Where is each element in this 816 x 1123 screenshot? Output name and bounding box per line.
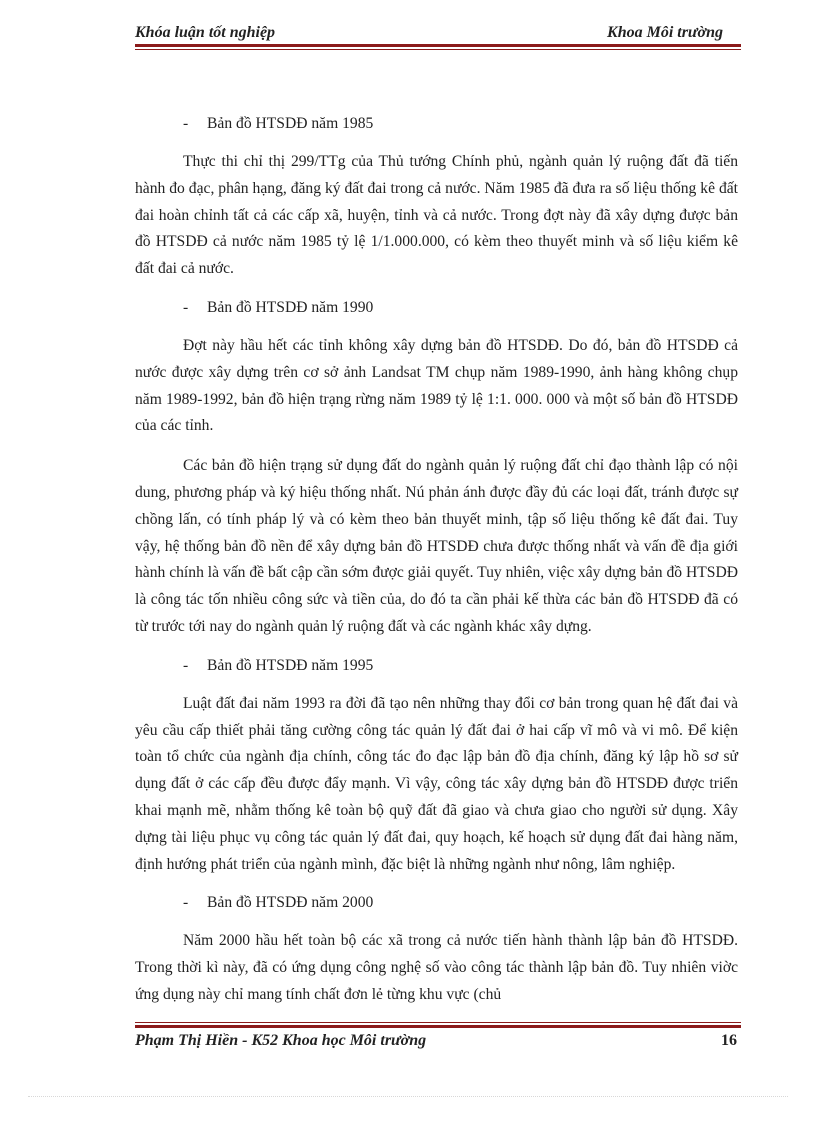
paragraph: Đợt này hầu hết các tỉnh không xây dựng bản đồ HTSDĐ. Do đó, bản đồ HTSDĐ cả nước được xây dựng trên cơ sở ảnh Landsat TM chụp năm 1989-1990, ảnh hàng không chụp năm 1989-1992, bản đồ hiện trạng rừng năm 1989 tỷ lệ 1:1. 000. 000 và một số bản đồ HTSDĐ của các tỉnh. [135, 336, 738, 435]
section-heading [183, 296, 738, 320]
header-thesis-title: Khóa luận tốt nghiệp [135, 24, 276, 41]
section-heading-text: Bản đồ HTSDĐ năm 2000 [207, 894, 374, 912]
section-heading-text: Bản đồ HTSDĐ năm 1995 [207, 656, 374, 674]
footer-rule-thin [135, 1022, 741, 1023]
running-footer [135, 1030, 741, 1052]
page-number: 16 [721, 1032, 737, 1049]
bullet-dash: - [183, 894, 189, 912]
paragraph: Các bản đồ hiện trạng sử dụng đất do ngành quản lý ruộng đất chỉ đạo thành lập có nội dung, phương pháp và ký hiệu thống nhất. Nú phản ánh được đầy đủ các loại đất, tránh được sự chồng lấn, có tính pháp lý và có kèm theo bản thuyết minh, tập số liệu thống kê đất đai. Tuy vậy, hệ thống bản đồ nền để xây dựng bản đồ HTSDĐ chưa được thống nhất và vấn đề địa giới hành chính là vấn đề bất cập cần sớm được giải quyết. Tuy nhiên, việc xây dựng bản đồ HTSDĐ là công tác tốn nhiều công sức và tiền của, do đó ta cần phải kế thừa các bản đồ HTSDĐ đã có từ trước tới nay do ngành quản lý ruộng đất và các ngành khác xây dựng. [135, 457, 738, 635]
section-heading-text: Bản đồ HTSDĐ năm 1985 [207, 115, 374, 132]
section-heading-text: Bản đồ HTSDĐ năm 1990 [207, 298, 374, 316]
bullet-dash: - [183, 656, 189, 674]
page-edge-divider [28, 1096, 788, 1097]
paragraph: Luật đất đai năm 1993 ra đời đã tạo nên những thay đổi cơ bản trong quan hệ đất đai và yêu cầu cấp thiết phải tăng cường công tác quản lý đất đai ở hai cấp vĩ mô và vi mô. Để kiện toàn tổ chức của ngành địa chính, công tác đo đạc lập bản đồ địa chính, đăng ký lập hồ sơ sử dụng đất ở các cấp đều được đẩy mạnh. Vì vậy, công tác xây dựng bản đồ HTSDĐ được triển khai mạnh mẽ, nhằm thống kê toàn bộ quỹ đất đã giao và chưa giao cho người sử dụng. Xây dựng tài liệu phục vụ công tác quản lý đất đai, quy hoạch, kế hoạch sử dụng đất đai hàng năm, định hướng phát triển của ngành mình, đặc biệt là những ngành như nông, lâm nghiệp. [135, 694, 738, 873]
page-body [135, 112, 738, 1022]
footer-rule-thick [135, 1025, 741, 1028]
header-rule-thin [135, 49, 741, 50]
footer-author: Phạm Thị Hiền - K52 Khoa học Môi trường [135, 1032, 427, 1049]
header-faculty: Khoa Môi trường [607, 24, 723, 41]
bullet-dash: - [183, 298, 189, 316]
section-heading [183, 112, 738, 136]
running-header [135, 18, 723, 42]
section-heading [183, 654, 738, 678]
section-heading [183, 891, 738, 915]
header-rule-thick [135, 44, 741, 47]
paragraph: Thực thi chỉ thị 299/TTg của Thủ tướng Chính phủ, ngành quản lý ruộng đất đã tiến hành đo đạc, phân hạng, đăng ký đất đai trong cả nước. Năm 1985 đã đưa ra số liệu thống kê đất đai hoàn chỉnh tất cả các cấp xã, huyện, tỉnh và cả nước. Trong đợt này đã xây dựng được bản đồ HTSDĐ cả nước năm 1985 tỷ lệ 1/1.000.000, có kèm theo thuyết minh và số liệu kiểm kê đất đai cả nước. [135, 153, 738, 278]
paragraph: Năm 2000 hầu hết toàn bộ các xã trong cả nước tiến hành thành lập bản đồ HTSDĐ. Trong thời kì này, đã có ứng dụng công nghệ số vào công tác thành lập bản đồ. Tuy nhiên viờc ứng dụng này chỉ mang tính chất đơn lẻ từng khu vực (chủ [135, 932, 738, 1003]
bullet-dash: - [183, 115, 189, 132]
